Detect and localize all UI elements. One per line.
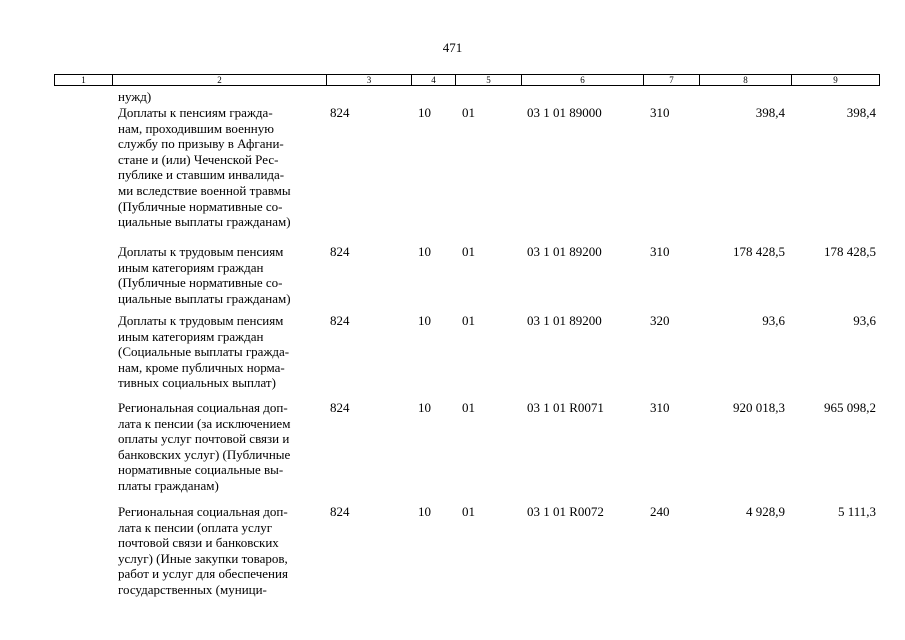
expense-type-code: 320 [650, 313, 670, 328]
ministry-code: 824 [330, 400, 350, 415]
subsection-code: 01 [462, 105, 475, 120]
description-line: (Публичные нормативные со- [118, 275, 283, 291]
section-code: 10 [418, 105, 431, 120]
expense-type-code: 310 [650, 400, 670, 415]
expense-type-code: 310 [650, 105, 670, 120]
description-line: государственных (муници- [118, 581, 267, 597]
description-line: банковских услуг) (Публичные [118, 446, 291, 462]
row-description [118, 504, 328, 598]
target-article-code: 03 1 01 89200 [527, 244, 602, 259]
row-description [118, 244, 328, 306]
section-code: 10 [418, 313, 431, 328]
section-code: 10 [418, 504, 431, 519]
target-article-code: 03 1 01 89000 [527, 105, 602, 120]
amount-col-8: 398,4 [755, 105, 785, 120]
header-col-7: 7 [643, 75, 699, 85]
description-line: иным категориям граждан [118, 259, 264, 275]
description-line: Доплаты к трудовым пенсиям [118, 244, 284, 259]
target-article-code: 03 1 01 R0072 [527, 504, 604, 519]
amount-col-9: 93,6 [853, 313, 876, 328]
header-col-2: 2 [112, 75, 326, 85]
description-line: лата к пенсии (оплата услуг [118, 519, 273, 535]
description-line: службу по призыву в Афгани- [118, 136, 284, 152]
description-line: циальные выплаты гражданам) [118, 214, 291, 230]
target-article-code: 03 1 01 R0071 [527, 400, 604, 415]
description-line: платы гражданам) [118, 477, 219, 493]
description-line: иным категориям граждан [118, 328, 264, 344]
description-line: (Публичные нормативные со- [118, 198, 283, 214]
description-line: публике и ставшим инвалида- [118, 167, 285, 183]
description-line: стане и (или) Чеченской Рес- [118, 151, 279, 167]
row-description [118, 313, 328, 391]
description-line: лата к пенсии (за исключением [118, 415, 291, 431]
section-code: 10 [418, 244, 431, 259]
description-line: тивных социальных выплат) [118, 375, 276, 391]
ministry-code: 824 [330, 244, 350, 259]
description-line: услуг) (Иные закупки товаров, [118, 550, 288, 566]
header-col-5: 5 [455, 75, 521, 85]
description-line: почтовой связи и банковских [118, 535, 279, 551]
description-line: Доплаты к трудовым пенсиям [118, 313, 284, 328]
section-code: 10 [418, 400, 431, 415]
description-line: Региональная социальная доп- [118, 400, 288, 415]
header-col-8: 8 [699, 75, 791, 85]
description-line: (Социальные выплаты гражда- [118, 344, 290, 360]
description-line: ми вследствие военной травмы [118, 182, 291, 198]
description-line: нужд) [118, 89, 152, 104]
description-line: циальные выплаты гражданам) [118, 290, 291, 306]
subsection-code: 01 [462, 313, 475, 328]
header-col-1: 1 [81, 75, 86, 85]
amount-col-8: 178 428,5 [733, 244, 785, 259]
description-line: нам, кроме публичных норма- [118, 359, 285, 375]
row-description [118, 105, 328, 230]
description-line: нормативные социальные вы- [118, 462, 284, 478]
table-header [54, 74, 880, 86]
header-col-6: 6 [521, 75, 643, 85]
description-line: работ и услуг для обеспечения [118, 566, 288, 582]
target-article-code: 03 1 01 89200 [527, 313, 602, 328]
header-col-4: 4 [411, 75, 455, 85]
subsection-code: 01 [462, 400, 475, 415]
row-description [118, 400, 328, 494]
amount-col-8: 920 018,3 [733, 400, 785, 415]
expense-type-code: 240 [650, 504, 670, 519]
description-line: Доплаты к пенсиям гражда- [118, 105, 273, 120]
description-line: нам, проходившим военную [118, 120, 274, 136]
row-description [118, 89, 328, 105]
ministry-code: 824 [330, 504, 350, 519]
amount-col-9: 398,4 [846, 105, 876, 120]
description-line: оплаты услуг почтовой связи и [118, 431, 290, 447]
subsection-code: 01 [462, 244, 475, 259]
header-col-9: 9 [791, 75, 879, 85]
header-col-3: 3 [326, 75, 411, 85]
ministry-code: 824 [330, 105, 350, 120]
page-number: 471 [442, 40, 463, 55]
amount-col-9: 178 428,5 [824, 244, 876, 259]
ministry-code: 824 [330, 313, 350, 328]
amount-col-9: 965 098,2 [824, 400, 876, 415]
amount-col-9: 5 111,3 [837, 504, 876, 519]
subsection-code: 01 [462, 504, 475, 519]
amount-col-8: 4 928,9 [746, 504, 785, 519]
amount-col-8: 93,6 [762, 313, 785, 328]
description-line: Региональная социальная доп- [118, 504, 288, 519]
expense-type-code: 310 [650, 244, 670, 259]
